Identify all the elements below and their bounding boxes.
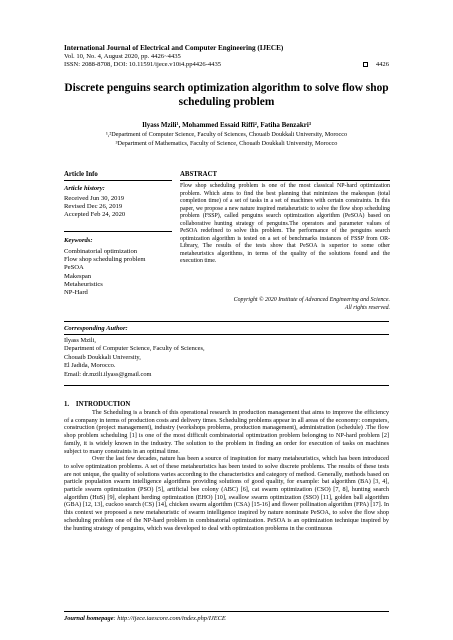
copyright-line-2: All rights reserved.: [344, 304, 390, 311]
keyword-item: Makespan: [64, 272, 92, 280]
keywords-block: [64, 236, 172, 297]
abstract-heading: ABSTRACT: [180, 171, 218, 178]
keyword-item: NP-Hard: [64, 289, 88, 297]
history-revised: Revised Dec 26, 2019: [64, 203, 123, 211]
affiliation-2: ³Department of Mathematics, Faculty of Science, Chouaib Doukkali University, Morocco: [115, 140, 338, 147]
affiliation-1: ¹,²Department of Computer Science, Faculty of Sciences, Chouaib Doukkali University, Morocco: [105, 131, 348, 138]
history-received: Received Jun 30, 2019: [64, 195, 125, 202]
paper-title: Discrete penguins search optimization algorithm to solve flow shop scheduling problem: [64, 82, 389, 108]
keyword-item: Combinatorial optimization: [64, 248, 138, 255]
article-info-heading: Article Info: [64, 171, 98, 178]
page-number-block: [363, 61, 389, 68]
introduction-body: [64, 409, 389, 532]
journal-name: International Journal of Electrical and Computer Engineering (IJECE): [64, 44, 284, 52]
corresponding-heading: Corresponding Author:: [64, 325, 128, 332]
corresponding-department: Department of Computer Science, Faculty of Sciences,: [64, 345, 205, 353]
journal-homepage: [64, 615, 226, 622]
article-history: [64, 184, 172, 220]
corresponding-email: Email: dr.mzili.ilyass@gmail.com: [64, 370, 152, 378]
corresponding-author: [64, 337, 264, 379]
square-icon: [363, 62, 368, 67]
journal-issn: ISSN: 2088-8708, DOI: 10.11591/ijece.v10i4.pp4426-4435: [64, 61, 222, 68]
article-info-rule: [64, 180, 172, 181]
footer-rule: [64, 611, 389, 612]
corresponding-rule: [64, 334, 389, 335]
corresponding-city: El Jadida, Morocco.: [64, 362, 116, 370]
page-number: 4426: [375, 61, 389, 68]
keywords-heading: Keywords:: [64, 237, 93, 244]
corresponding-top-rule: [64, 321, 389, 322]
corresponding-bottom-rule: [64, 385, 389, 386]
corresponding-university: Chouaib Doukkali University,: [64, 353, 141, 361]
journal-volume: Vol. 10, No. 4, August 2020, pp. 4426~4435: [64, 53, 181, 60]
history-rule: [64, 231, 172, 232]
abstract-text: Flow shop scheduling problem is one of the most classical NP-hard optimization problem. Which aims to find the best planning that minimizes the makespan (total completion time) of a set of tasks in a set of machines with certain constraints. In this paper, we propose a new nature inspired metaheuristic to solve the flow shop scheduling problem (FSSP), called penguins search optimization algorithm (PeSOA) based on collaborative hunting strategy of penguins.The operators and parameter values of PeSOA redefined to solve this problem. The performance of the penguins search optimization algorithm is tested on a set of benchmarks instances of FSSP from OR-Library, The results of the tests show that PeSOA is superior to some other metaheuristics algorithms, in terms of the quality of the solutions found and the execution time.: [180, 183, 390, 264]
keyword-item: Metaheuristics: [64, 280, 103, 288]
introduction-paragraph: Over the last few decades, nature has been a source of inspiration for many metaheuristics, which has been introduced to solve optimization problems. A set of these metaheuristics has been tested to solve discrete problems. The results of these tests are not unique, the quality of solutions varies according to the characteristics and category of method. Generally, methods based on particle population swarm intelligence algorithms providing solutions of good quality, for example: bat algorithm (BA) [3, 4], particle swarm optimization (PSO) [5], artificial bee colony (ABC) [6], cat swarm optimization (CSO) [7, 8], hunting search algorithm (HuS) [9], elephant herding optimization (EHO) [10], swallow swarm optimization (SSO) [11], golden ball algorithm (GBA) [12, 13], cuckoo search (CS) [14], chicken swarm algorithm (CSA) [15-16] and flower pollination algorithm (FPA) [17]. In this context we proposed a new metaheuristic of swarm intelligence inspired by nature nominate PeSOA, to solve the flow shop scheduling problem one of the NP-hard problem in combinatorial optimization. PeSOA is an optimization technique inspired by the hunting strategy of penguins, which was developed to deal with optimization problems in the continuous: [64, 455, 389, 532]
history-accepted: Accepted Feb 24, 2020: [64, 211, 126, 219]
keyword-item: Flow shop scheduling problem: [64, 256, 146, 264]
copyright-line-1: Copyright © 2020 Institute of Advanced Engineering and Science.: [233, 297, 390, 303]
copyright-notice: [180, 297, 390, 312]
abstract-rule: [180, 180, 390, 181]
introduction-heading: 1. INTRODUCTION: [64, 401, 131, 408]
keyword-item: PeSOA: [64, 264, 84, 272]
paper-authors: Ilyass Mzili¹, Mohammed Essaid Riffi², Fatiha Benzakri³: [142, 121, 311, 129]
history-heading: Article history:: [64, 185, 105, 192]
introduction-paragraph: The Scheduling is a branch of this operational research in production management that aims to improve the efficiency of a company in terms of production costs and delivery times. Scheduling problems appear in all areas of the economy: computers, construction (project management), industry (workshops problems, production management), administration (schedule) .The flow shop problem scheduling [1] is one of the most difficult combinatorial optimization problem belonging to NP-hard problem [2] family, it is widely known in the industry. The solution to the problem in finding an order for execution of tasks on machines subject to many constraints in an optimal time.: [64, 409, 389, 455]
corresponding-name: Ilyass Mzili,: [64, 337, 96, 344]
homepage-url[interactable]: : http://ijece.iaescore.com/index.php/IJECE: [113, 615, 226, 622]
homepage-label: Journal homepage: [64, 615, 114, 622]
